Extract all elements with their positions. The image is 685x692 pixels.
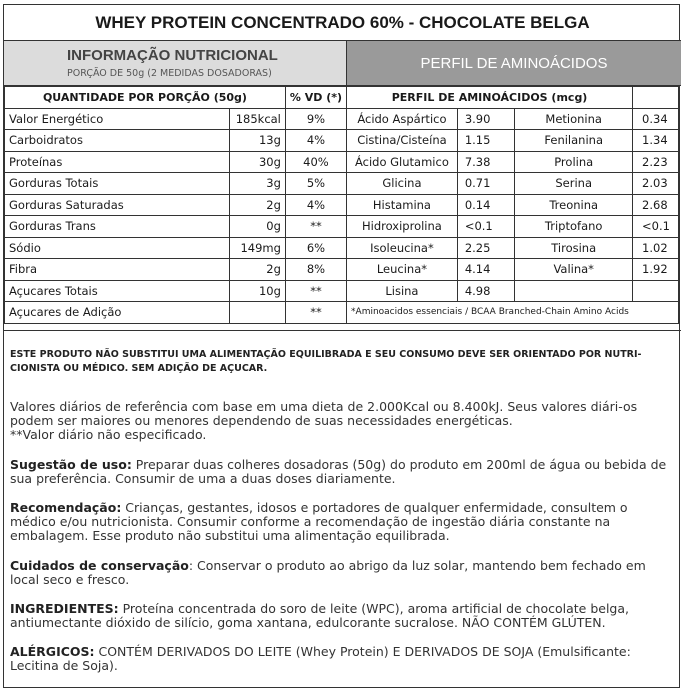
reference-note: **Valor diário não especificado. xyxy=(10,427,207,442)
ingredients-text: Proteína concentrada do soro de leite (WPC), aroma artificial de chocolate belga, antiumectante dióxido de silício, goma xantana, edulcorante sucralose. NÃO CONTÉM GLÚTEN. xyxy=(10,601,629,630)
table-row xyxy=(5,130,679,152)
amino-name: Hidroxiprolina xyxy=(347,216,458,238)
amino-value: 7.38 xyxy=(457,151,515,173)
nutrient-value: 0g xyxy=(229,216,285,238)
amino-name: Triptofano xyxy=(515,216,633,238)
nutrient-name: Açucares Totais xyxy=(5,280,230,302)
table-row xyxy=(5,173,679,195)
amino-footnote: *Aminoacidos essenciais / BCAA Branched-Chain Amino Acids xyxy=(347,302,679,324)
amino-name: Valina* xyxy=(515,259,633,281)
amino-column-header: PERFIL DE AMINOÁCIDOS (mcg) xyxy=(347,87,633,109)
amino-value: 2.68 xyxy=(633,194,679,216)
amino-name: Prolina xyxy=(515,151,633,173)
amino-value: 0.71 xyxy=(457,173,515,195)
reference-text: Valores diários de referência com base em uma dieta de 2.000Kcal ou 8.400kJ. Seus valores diári-os podem ser maiores ou menores dependendo de suas necessidades energéticas. xyxy=(10,399,638,428)
recommendation-block xyxy=(10,501,675,543)
nutrient-name: Proteínas xyxy=(5,151,230,173)
care-label: Cuidados de conservação xyxy=(10,558,189,573)
section-divider xyxy=(4,330,681,331)
nutrient-name: Gorduras Totais xyxy=(5,173,230,195)
allergens-block xyxy=(10,645,675,673)
label-frame xyxy=(3,4,680,688)
nutrient-name: Gorduras Trans xyxy=(5,216,230,238)
qty-column-header: QUANTIDADE POR PORÇÃO (50g) xyxy=(5,87,286,109)
nutrient-vd: 4% xyxy=(285,194,346,216)
amino-name: Metionina xyxy=(515,108,633,130)
usage-block xyxy=(10,458,675,486)
nutrient-vd: 6% xyxy=(285,237,346,259)
nutrient-vd: 9% xyxy=(285,108,346,130)
table-row xyxy=(5,151,679,173)
ingredients-label: INGREDIENTES: xyxy=(10,601,119,616)
table-header-row xyxy=(5,87,679,109)
amino-name: Ácido Glutamico xyxy=(347,151,458,173)
nutrient-value: 10g xyxy=(229,280,285,302)
nutrient-vd: 40% xyxy=(285,151,346,173)
amino-value: 3.90 xyxy=(457,108,515,130)
amino-value: 1.34 xyxy=(633,130,679,152)
amino-name: Ácido Aspártico xyxy=(347,108,458,130)
amino-value: <0.1 xyxy=(457,216,515,238)
nutrition-header-portion: PORÇÃO DE 50g (2 MEDIDAS DOSADORAS) xyxy=(67,68,272,79)
nutrient-name: Sódio xyxy=(5,237,230,259)
allergens-label: ALÉRGICOS: xyxy=(10,644,95,659)
usage-label: Sugestão de uso: xyxy=(10,457,132,472)
nutrient-vd: ** xyxy=(285,280,346,302)
nutrient-vd: 5% xyxy=(285,173,346,195)
nutrient-name: Açucares de Adição xyxy=(5,302,230,324)
nutrient-vd: ** xyxy=(285,216,346,238)
amino-name: Histamina xyxy=(347,194,458,216)
empty-header-cell xyxy=(633,87,679,109)
amino-name: Glicina xyxy=(347,173,458,195)
nutrient-value xyxy=(229,302,285,324)
amino-name: Cistina/Cisteína xyxy=(347,130,458,152)
product-title: WHEY PROTEIN CONCENTRADO 60% - CHOCOLATE BELGA xyxy=(4,5,681,41)
amino-value: 4.14 xyxy=(457,259,515,281)
amino-value: 2.03 xyxy=(633,173,679,195)
nutrient-name: Valor Energético xyxy=(5,108,230,130)
amino-value: 2.25 xyxy=(457,237,515,259)
table-row xyxy=(5,108,679,130)
table-row xyxy=(5,194,679,216)
nutrition-header-title: INFORMAÇÃO NUTRICIONAL xyxy=(67,47,278,64)
nutrient-value: 13g xyxy=(229,130,285,152)
amino-value: <0.1 xyxy=(633,216,679,238)
care-block xyxy=(10,559,675,587)
amino-name xyxy=(515,280,633,302)
allergens-text: CONTÉM DERIVADOS DO LEITE (Whey Protein) E DERIVADOS DE SOJA (Emulsificante: Lecitina de Soja). xyxy=(10,644,631,673)
nutrient-value: 30g xyxy=(229,151,285,173)
vd-column-header: % VD (*) xyxy=(285,87,346,109)
amino-name: Fenilanina xyxy=(515,130,633,152)
nutrition-header xyxy=(4,41,347,86)
nutrient-value: 185kcal xyxy=(229,108,285,130)
amino-value: 2.23 xyxy=(633,151,679,173)
nutrient-name: Gorduras Saturadas xyxy=(5,194,230,216)
amino-name: Tirosina xyxy=(515,237,633,259)
amino-value: 1.02 xyxy=(633,237,679,259)
recommendation-text: Crianças, gestantes, idosos e portadores de qualquer enfermidade, consultem o médico e/ou nutricionista. Consumir conforme a recomendação de ingestão diária constante na embalagem. Esse produto não substitui uma alimentação equilibrada. xyxy=(10,500,628,543)
nutrient-value: 2g xyxy=(229,259,285,281)
nutrition-table xyxy=(4,86,679,324)
amino-value: 0.14 xyxy=(457,194,515,216)
ingredients-block xyxy=(10,602,675,630)
nutrient-vd: 8% xyxy=(285,259,346,281)
amino-name: Treonina xyxy=(515,194,633,216)
amino-header: PERFIL DE AMINOÁCIDOS xyxy=(347,41,681,86)
amino-name: Leucina* xyxy=(347,259,458,281)
nutrient-value: 149mg xyxy=(229,237,285,259)
amino-value xyxy=(633,280,679,302)
table-row xyxy=(5,302,679,324)
nutrient-value: 3g xyxy=(229,173,285,195)
amino-value: 1.92 xyxy=(633,259,679,281)
table-row xyxy=(5,280,679,302)
reference-block xyxy=(10,400,675,442)
amino-value: 1.15 xyxy=(457,130,515,152)
usage-text: Preparar duas colheres dosadoras (50g) do produto em 200ml de água ou bebida de sua preferência. Consumir de uma a duas doses diariamente. xyxy=(10,457,667,486)
amino-value: 4.98 xyxy=(457,280,515,302)
amino-name: Serina xyxy=(515,173,633,195)
amino-value: 0.34 xyxy=(633,108,679,130)
nutrient-vd: 4% xyxy=(285,130,346,152)
nutrient-value: 2g xyxy=(229,194,285,216)
recommendation-label: Recomendação: xyxy=(10,500,122,515)
amino-name: Isoleucina* xyxy=(347,237,458,259)
table-row xyxy=(5,259,679,281)
table-row xyxy=(5,216,679,238)
nutrient-name: Fibra xyxy=(5,259,230,281)
warning-text: ESTE PRODUTO NÃO SUBSTITUI UMA ALIMENTAÇÃO EQUILIBRADA E SEU CONSUMO DEVE SER ORIENTADO POR NUTRI-CIONISTA OU MÉDICO. SEM ADIÇÃO DE AÇUCAR. xyxy=(10,349,642,374)
table-row xyxy=(5,237,679,259)
nutrient-vd: ** xyxy=(285,302,346,324)
amino-name: Lisina xyxy=(347,280,458,302)
care-text: : Conservar o produto ao abrigo da luz solar, mantendo bem fechado em local seco e fresco. xyxy=(10,558,646,587)
nutrient-name: Carboidratos xyxy=(5,130,230,152)
